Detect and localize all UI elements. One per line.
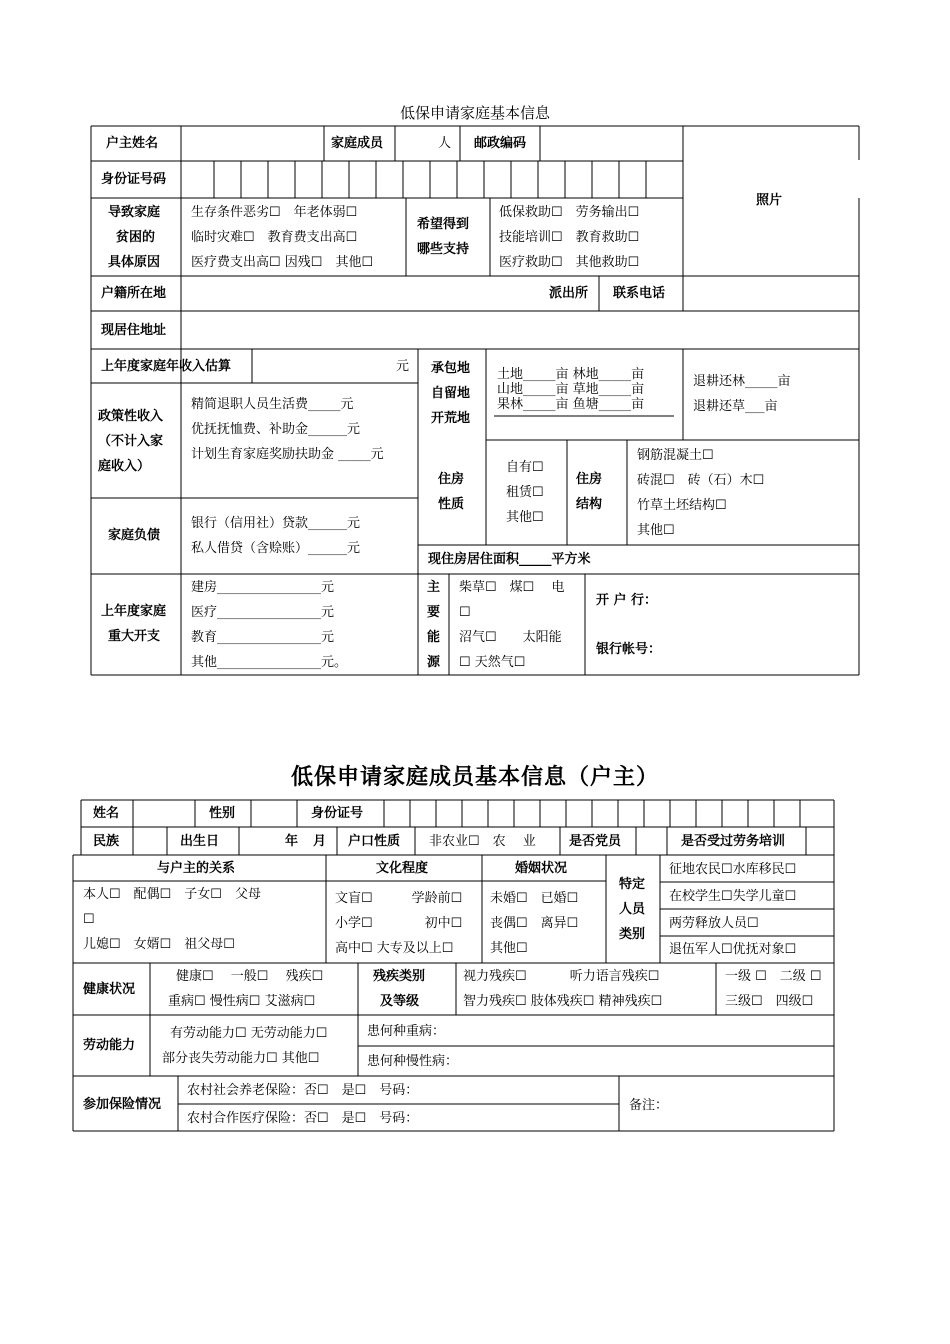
policy-income-item[interactable]: 计划生育家庭奖励扶助金 _____元	[191, 447, 384, 462]
support-label: 哪些支持	[417, 242, 470, 257]
house-nature-label: 住房	[438, 472, 465, 487]
house-nature-label: 性质	[438, 497, 465, 512]
special-option[interactable]: 退伍军人☐优抚对象☐	[669, 942, 797, 957]
expense-item[interactable]: 教育________________元	[191, 630, 335, 645]
labor-option[interactable]: 部分丧失劳动能力☐ 其他☐	[162, 1051, 320, 1066]
remark-field[interactable]: 备注：	[629, 1098, 669, 1113]
phone-label: 联系电话	[613, 286, 666, 301]
birth-label: 出生日	[180, 834, 220, 849]
disability-option[interactable]: 智力残疾☐ 肢体残疾☐ 精神残疾☐	[463, 994, 663, 1009]
special-option[interactable]: 两劳释放人员☐	[669, 916, 759, 931]
relation-label: 与户主的关系	[157, 861, 236, 876]
education-option[interactable]: 小学☐ 初中☐	[335, 916, 463, 931]
poverty-cause-label: 导致家庭	[108, 205, 161, 220]
police-label: 派出所	[549, 286, 589, 301]
house-struct-label: 住房	[576, 472, 603, 487]
special-label: 特定	[619, 877, 646, 892]
id-label: 身份证号	[311, 806, 364, 821]
poverty-cause-label: 具体原因	[108, 255, 161, 270]
labor-label: 劳动能力	[83, 1038, 136, 1053]
special-option[interactable]: 征地农民☐水库移民☐	[669, 862, 797, 877]
policy-income-item[interactable]: 优抚抚恤费、补助金______元	[191, 422, 361, 437]
form2-title: 低保申请家庭成员基本信息（户主）	[290, 764, 659, 790]
policy-income-label: （不计入家	[98, 434, 164, 449]
grade-option[interactable]: 一级 ☐ 二级 ☐	[725, 969, 822, 984]
energy-option[interactable]: ☐	[459, 605, 471, 620]
land-area[interactable]: 果林_____亩 鱼塘_____亩	[497, 397, 645, 412]
energy-label: 能	[427, 630, 441, 645]
house-own-option[interactable]: 自有☐	[506, 460, 544, 475]
debt-item[interactable]: 银行（信用社）贷款______元	[191, 516, 361, 531]
marital-option[interactable]: 其他☐	[490, 941, 528, 956]
debt-label: 家庭负债	[108, 528, 161, 543]
name-label: 姓名	[93, 806, 120, 821]
year-label: 年	[285, 834, 299, 849]
health-option[interactable]: 健康☐ 一般☐ 残疾☐	[176, 969, 324, 984]
land-area[interactable]: 土地_____亩 林地_____亩	[497, 367, 645, 382]
house-rent-option[interactable]: 租赁☐	[506, 485, 544, 500]
hukou-type-label: 户口性质	[348, 834, 401, 849]
income-unit: 元	[396, 359, 410, 374]
energy-option[interactable]: ☐ 天然气☐	[459, 655, 526, 670]
return-grass[interactable]: 退耕还草___亩	[693, 399, 778, 414]
poverty-cause-options[interactable]: 临时灾难☐ 教育费支出高☐	[191, 230, 358, 245]
form1-title: 低保申请家庭基本信息	[399, 104, 550, 122]
special-option[interactable]: 在校学生☐失学儿童☐	[669, 889, 797, 904]
members-label: 家庭成员	[331, 136, 384, 151]
medical-insurance-field[interactable]: 农村合作医疗保险：否☐ 是☐ 号码：	[187, 1111, 419, 1126]
support-options[interactable]: 医疗救助☐ 其他救助☐	[499, 255, 640, 270]
land-area[interactable]: 山地_____亩 草地_____亩	[497, 382, 645, 397]
hukou-label: 户籍所在地	[101, 286, 167, 301]
poverty-cause-options[interactable]: 医疗费支出高☐ 因残☐ 其他☐	[191, 255, 374, 270]
policy-income-label: 庭收入）	[98, 459, 151, 474]
marital-label: 婚姻状况	[515, 861, 568, 876]
health-option[interactable]: 重病☐ 慢性病☐ 艾滋病☐	[168, 994, 316, 1009]
id-number-label: 身份证号码	[101, 172, 167, 187]
photo-label: 照片	[756, 193, 783, 208]
marital-option[interactable]: 未婚☐ 已婚☐	[490, 891, 579, 906]
address-label: 现居住地址	[101, 323, 167, 338]
marital-option[interactable]: 丧偶☐ 离异☐	[490, 916, 579, 931]
house-struct-option[interactable]: 砖混☐ 砖（石）木☐	[637, 473, 765, 488]
special-label: 人员	[619, 902, 646, 917]
house-struct-label: 结构	[576, 497, 603, 512]
energy-label: 源	[427, 655, 441, 670]
serious-disease-field[interactable]: 患何种重病：	[367, 1024, 446, 1039]
insurance-label: 参加保险情况	[83, 1097, 162, 1112]
debt-item[interactable]: 私人借贷（含赊账）______元	[191, 541, 361, 556]
major-expense-label: 上年度家庭	[101, 604, 167, 619]
house-struct-option[interactable]: 其他☐	[637, 523, 675, 538]
relation-option[interactable]: 儿媳☐ 女婿☐ 祖父母☐	[83, 937, 235, 952]
house-struct-option[interactable]: 钢筋混凝土☐	[637, 448, 714, 463]
grade-option[interactable]: 三级☐ 四级☐	[725, 994, 814, 1009]
account-label: 银行帐号：	[596, 642, 662, 657]
support-options[interactable]: 低保救助☐ 劳务输出☐	[499, 205, 640, 220]
energy-option[interactable]: 柴草☐ 煤☐ 电	[459, 580, 565, 595]
policy-income-item[interactable]: 精简退职人员生活费_____元	[191, 397, 354, 412]
energy-label: 主	[427, 580, 441, 595]
return-forest[interactable]: 退耕还林_____亩	[693, 374, 791, 389]
pension-insurance-field[interactable]: 农村社会养老保险：否☐ 是☐ 号码：	[187, 1083, 419, 1098]
gender-label: 性别	[209, 806, 236, 821]
labor-option[interactable]: 有劳动能力☐ 无劳动能力☐	[170, 1026, 328, 1041]
hukou-type-options[interactable]: 非农业☐ 农 业	[429, 834, 536, 849]
health-label: 健康状况	[83, 982, 136, 997]
education-option[interactable]: 高中☐ 大专及以上☐	[335, 941, 454, 956]
party-label: 是否党员	[569, 834, 622, 849]
chronic-disease-field[interactable]: 患何种慢性病：	[367, 1054, 459, 1069]
income-label: 上年度家庭年收入估算	[101, 359, 232, 374]
support-label: 希望得到	[417, 217, 470, 232]
energy-label: 要	[427, 605, 441, 620]
education-option[interactable]: 文盲☐ 学龄前☐	[335, 891, 463, 906]
land-label: 承包地	[431, 361, 471, 376]
support-options[interactable]: 技能培训☐ 教育救助☐	[499, 230, 640, 245]
land-label: 自留地	[431, 386, 471, 401]
expense-item[interactable]: 医疗________________元	[191, 605, 335, 620]
house-other-option[interactable]: 其他☐	[506, 510, 544, 525]
disability-option[interactable]: 视力残疾☐ 听力语言残疾☐	[463, 969, 660, 984]
labor-train-label: 是否受过劳务培训	[681, 834, 786, 849]
poverty-cause-label: 贫困的	[116, 230, 156, 245]
education-label: 文化程度	[376, 861, 429, 876]
land-label: 开荒地	[431, 411, 471, 426]
living-area[interactable]: 现住房居住面积_____平方米	[428, 552, 591, 567]
major-expense-label: 重大开支	[108, 629, 161, 644]
head-name-label: 户主姓名	[106, 136, 159, 151]
expense-item[interactable]: 其他________________元。	[191, 655, 348, 670]
expense-item[interactable]: 建房________________元	[191, 580, 335, 595]
energy-option[interactable]: 沼气☐ 太阳能	[459, 630, 562, 645]
relation-option[interactable]: ☐	[83, 912, 95, 927]
ethnic-label: 民族	[93, 834, 120, 849]
bank-label: 开 户 行：	[596, 593, 658, 608]
house-struct-option[interactable]: 竹草土坯结构☐	[637, 498, 727, 513]
month-label: 月	[313, 834, 327, 849]
persons-unit: 人	[438, 136, 452, 151]
special-label: 类别	[619, 927, 646, 942]
poverty-cause-options[interactable]: 生存条件恶劣☐ 年老体弱☐	[191, 205, 358, 220]
relation-option[interactable]: 本人☐ 配偶☐ 子女☐ 父母	[83, 887, 261, 902]
disability-label: 残疾类别	[373, 969, 426, 984]
disability-label: 及等级	[380, 994, 420, 1009]
postcode-label: 邮政编码	[474, 136, 527, 151]
policy-income-label: 政策性收入	[98, 409, 164, 424]
